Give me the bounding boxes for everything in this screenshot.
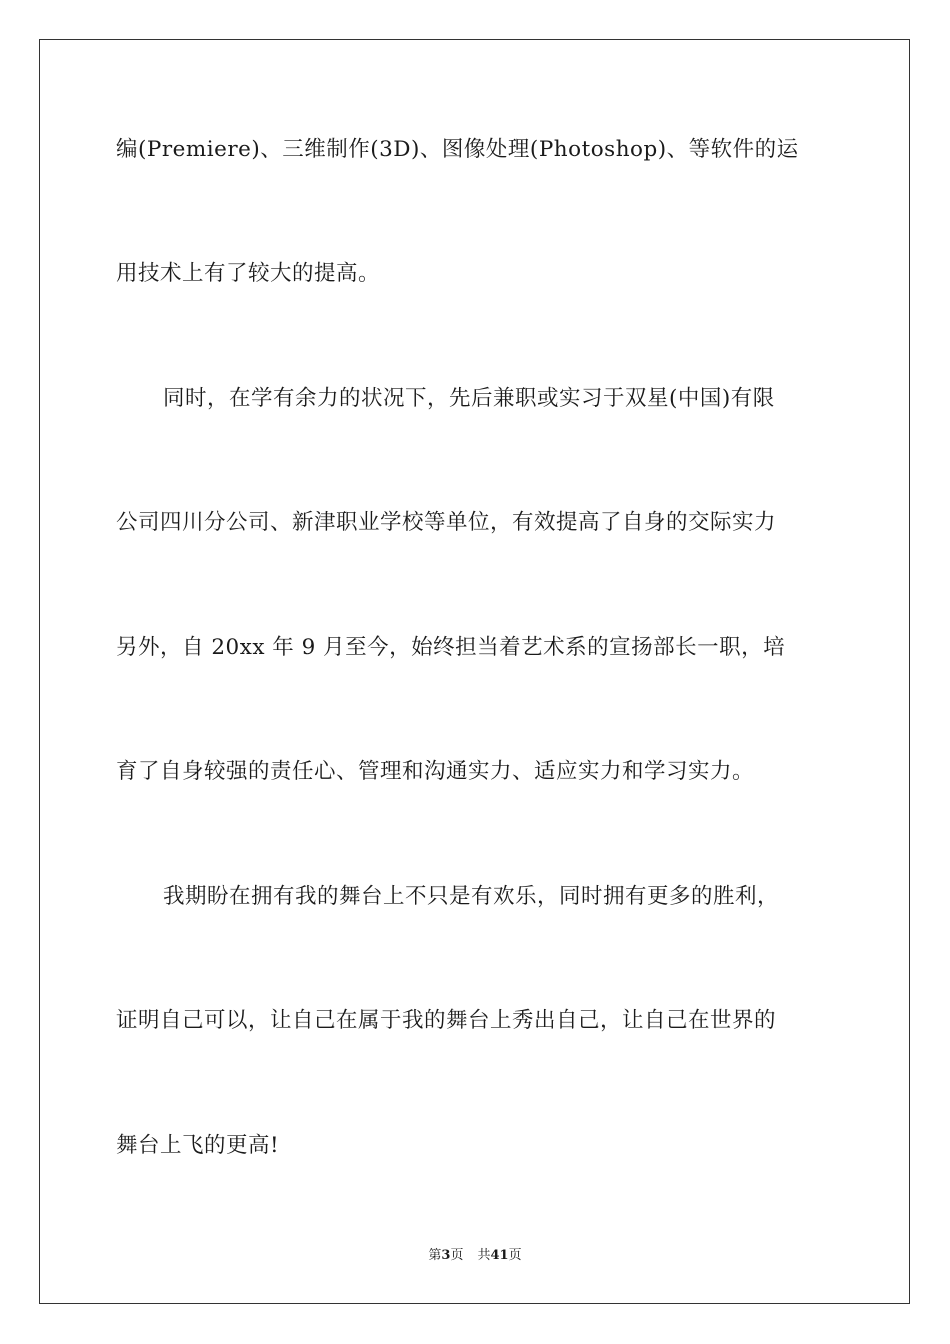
- text-line-2: 用技术上有了较大的提高。: [116, 261, 381, 286]
- footer-total-suffix: 页: [508, 1248, 522, 1263]
- text-line-9: 舞台上飞的更高!: [116, 1133, 280, 1158]
- footer-page-number: 3: [441, 1248, 451, 1263]
- text-line-5: 另外，自 20xx 年 9 月至今，始终担当着艺术系的宣扬部长一职，培: [116, 635, 786, 660]
- page-border: [39, 39, 910, 1304]
- footer-total-prefix: 共: [477, 1248, 491, 1263]
- text-line-8: 证明自己可以，让自己在属于我的舞台上秀出自己，让自己在世界的: [116, 1008, 777, 1033]
- footer-total-pages: 41: [490, 1248, 509, 1263]
- text-line-7: 我期盼在拥有我的舞台上不只是有欢乐，同时拥有更多的胜利，: [163, 884, 780, 909]
- footer-page-suffix: 页: [450, 1248, 464, 1263]
- text-line-4: 公司四川分公司、新津职业学校等单位，有效提高了自身的交际实力: [116, 510, 777, 535]
- text-line-1: 编(Premiere)、三维制作(3D)、图像处理(Photoshop)、等软件的运: [116, 137, 799, 162]
- text-line-3: 同时，在学有余力的状况下，先后兼职或实习于双星(中国)有限: [163, 386, 775, 411]
- text-line-6: 育了自身较强的责任心、管理和沟通实力、适应实力和学习实力。: [116, 759, 755, 784]
- footer-page-prefix: 第: [428, 1248, 442, 1263]
- page-footer: [0, 1248, 950, 1264]
